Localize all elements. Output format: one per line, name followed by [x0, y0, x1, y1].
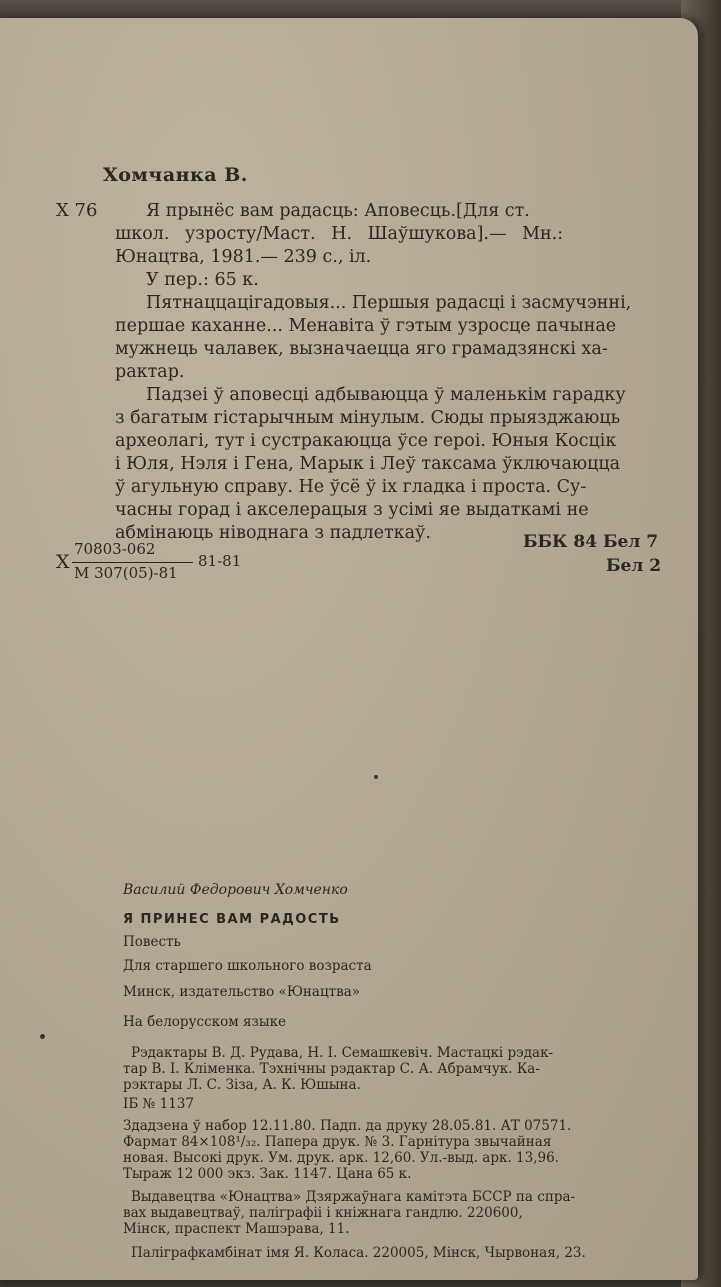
print-line-4: Тыраж 12 000 экз. Зак. 1147. Цана 65 к.	[123, 1166, 412, 1182]
colophon-audience: Для старшего школьного возраста	[123, 958, 372, 974]
bib-line-2: школ. узросту/Маст. Н. Шаўшукова].— Мн.:	[115, 224, 564, 244]
code-letter: Х	[56, 551, 70, 573]
card-index: Х 76	[56, 200, 98, 221]
code-denominator: М 307(05)-81	[74, 564, 178, 582]
colophon-publisher: Минск, издательство «Юнацтва»	[123, 984, 361, 1000]
bbk-line-2: Бел 2	[606, 556, 662, 576]
colophon-author: Василий Федорович Хомченко	[123, 882, 348, 898]
code-suffix: 81-81	[198, 552, 242, 570]
editors-line-3: рэктары Л. С. Зіза, А. К. Юшына.	[123, 1077, 361, 1093]
para2-line-3: археолагі, тут і сустракаюцца ўсе героі. Юныя Косцік	[115, 431, 617, 451]
code-numerator: 70803-062	[74, 540, 156, 558]
para2-line-7: абмінаюць ніводнага з падлеткаў.	[115, 523, 431, 543]
bib-line-1-text: Я прынёс вам радасць: Аповесць.[Для ст.	[146, 201, 530, 221]
editors-line-2: тар В. І. Кліменка. Тэхнічны рэдактар С. А. Абрамчук. Ка-	[123, 1061, 540, 1077]
card-author: Хомчанка В.	[103, 164, 248, 186]
speck	[40, 1034, 45, 1039]
book-page	[0, 18, 698, 1280]
colophon-language: На белорусском языке	[123, 1014, 287, 1030]
para2-line-6: часны горад і акселерацыя з усімі яе выдаткамі не	[115, 500, 589, 520]
price: У пер.: 65 к.	[146, 270, 259, 290]
publisher-be-line-3: Мінск, праспект Машэрава, 11.	[123, 1221, 350, 1237]
print-line-2: Фармат 84×108¹/₃₂. Папера друк. № 3. Гарнітура звычайная	[123, 1134, 552, 1150]
para1-line-1: Пятнаццацігадовыя... Першыя радасці і засмучэнні,	[146, 293, 632, 313]
publisher-be-line-1: Выдавецтва «Юнацтва» Дзяржаўнага камітэта БССР па спра-	[131, 1189, 576, 1205]
para1-line-2: першае каханне... Менавіта ў гэтым узросце пачынае	[115, 316, 617, 336]
print-line-1: Здадзена ў набор 12.11.80. Падп. да друку 28.05.81. АТ 07571.	[123, 1118, 572, 1134]
bib-line-3: Юнацтва, 1981.— 239 с., іл.	[115, 247, 372, 267]
ib-number: ІБ № 1137	[123, 1096, 194, 1112]
print-line-3: новая. Высокі друк. Ум. друк. арк. 12,60. Ул.-выд. арк. 13,96.	[123, 1150, 559, 1166]
colophon-genre: Повесть	[123, 934, 181, 950]
bbk-line-1: ББК 84 Бел 7	[523, 532, 659, 552]
editors-line-1: Рэдактары В. Д. Рудава, Н. І. Семашкевіч. Мастацкі рэдак-	[131, 1045, 554, 1061]
bib-line-1	[146, 200, 666, 223]
colophon-title: Я ПРИНЕС ВАМ РАДОСТЬ	[123, 912, 341, 927]
fraction-line	[72, 562, 193, 563]
para2-line-2: з багатым гістарычным мінулым. Сюды прыязджаюць	[115, 408, 621, 428]
para2-line-4: і Юля, Нэля і Гена, Марык і Леў таксама ўключаюцца	[115, 454, 621, 474]
para1-line-3: мужнець чалавек, вызначаецца яго грамадзянскі ха-	[115, 339, 608, 359]
para2-line-5: ў агульную справу. Не ўсё ў іх гладка і проста. Су-	[115, 477, 587, 497]
speck	[374, 775, 378, 779]
para1-line-4: рактар.	[115, 362, 185, 382]
para2-line-1: Падзеі ў аповесці адбываюцца ў маленькім гарадку	[146, 385, 626, 405]
publisher-be-line-2: вах выдавецтваў, паліграфіі і кніжнага гандлю. 220600,	[123, 1205, 523, 1221]
printer: Паліграфкамбінат імя Я. Коласа. 220005, Мінск, Чырвоная, 23.	[131, 1245, 586, 1261]
